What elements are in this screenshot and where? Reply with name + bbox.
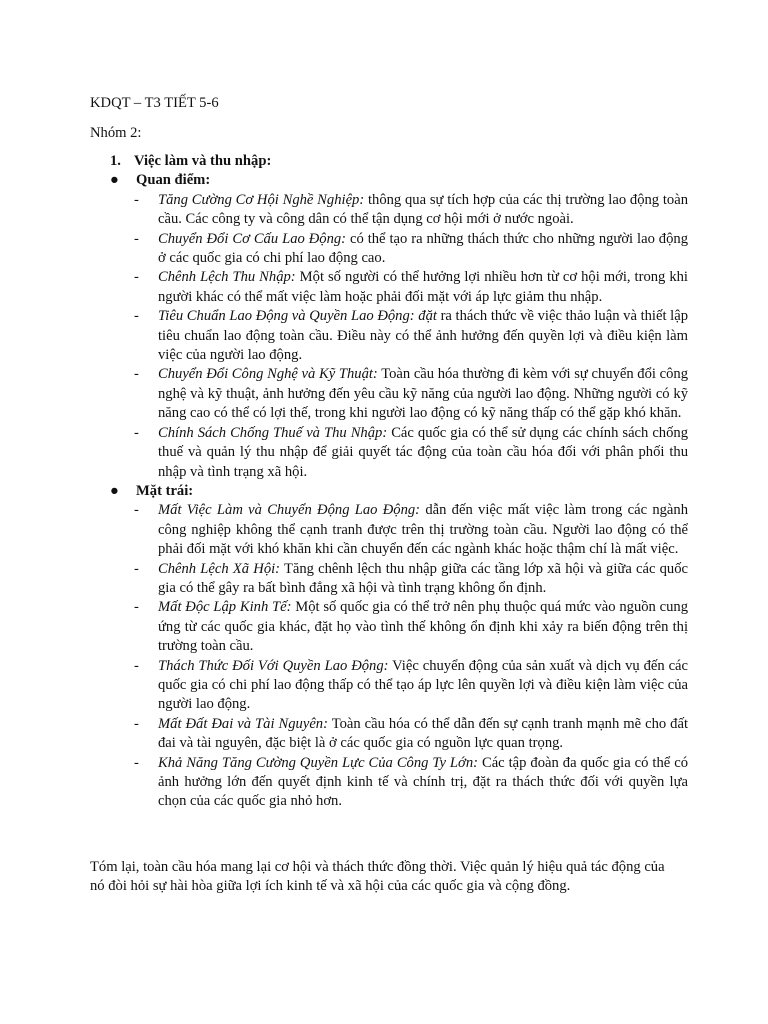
document-header: KDQT – T3 TIẾT 5-6 xyxy=(90,95,219,111)
dash-icon: - xyxy=(134,308,139,325)
cons-heading xyxy=(90,482,690,501)
item-term: Chuyển Đổi Công Nghệ và Kỹ Thuật: xyxy=(158,366,378,383)
section-title-text: Việc làm và thu nhập: xyxy=(134,153,272,169)
dash-icon: - xyxy=(134,754,139,771)
dash-icon: - xyxy=(134,424,139,441)
item-text: Một số quốc gia có thể trở nên phụ thuộc quá mức vào nguồn cung ứng từ các quốc gia khác, đặt họ vào tình thế không ổn định khi xảy ra biến động trên thị trường toàn cầu. xyxy=(158,599,688,655)
pros-heading xyxy=(90,171,690,190)
cons-list xyxy=(90,501,690,812)
dash-icon: - xyxy=(134,269,139,286)
item-term: Mất Việc Làm và Chuyển Động Lao Động: xyxy=(158,502,421,519)
item-text: thông qua sự tích hợp của các thị trường lao động toàn cầu. Các công ty và công dân có thể tận dụng cơ hội mới ở nước ngoài. xyxy=(158,191,688,228)
list-item xyxy=(90,365,690,423)
pros-list xyxy=(90,191,690,482)
dash-icon: - xyxy=(134,502,139,519)
item-term: Mất Đất Đai và Tài Nguyên: xyxy=(158,715,328,732)
item-term: Chênh Lệch Xã Hội: xyxy=(158,560,281,577)
list-item xyxy=(90,560,690,599)
item-term: Tăng Cường Cơ Hội Nghề Nghiệp: xyxy=(158,191,365,208)
list-item xyxy=(90,657,690,715)
dash-icon: - xyxy=(134,366,139,383)
item-text: dẫn đến việc mất việc làm trong các ngành công nghiệp không thể cạnh tranh được trên thị trường toàn cầu. Người lao động có thể phải đối mặt với khó khăn khi cần chuyển đến các ngành khác hoặc thậm chí là mất việc. xyxy=(158,502,688,558)
bullet-icon: ● xyxy=(110,172,119,189)
bullet-icon: ● xyxy=(110,482,119,499)
item-term: Thách Thức Đối Với Quyền Lao Động: xyxy=(158,657,389,674)
item-text: Các tập đoàn đa quốc gia có thể có ảnh hưởng lớn đến quyết định kinh tế và chính trị, đặt ra thách thức đối với quyền lựa chọn của các quốc gia nhỏ hơn. xyxy=(158,754,688,810)
list-item xyxy=(90,598,690,656)
item-term: Mất Độc Lập Kinh Tế: xyxy=(158,599,292,616)
dash-icon: - xyxy=(134,191,139,208)
item-text: Các quốc gia có thể sử dụng các chính sách chống thuế và quản lý thu nhập để giải quyết tác động của toàn cầu hóa đối với phân phối thu nhập và tình trạng xã hội. xyxy=(158,424,688,480)
conclusion-paragraph: Tóm lại, toàn cầu hóa mang lại cơ hội và thách thức đồng thời. Việc quản lý hiệu quả tác động của nó đòi hỏi sự hài hòa giữa lợi ích kinh tế và xã hội của các quốc gia và cộng đồng. xyxy=(90,859,665,895)
dash-icon: - xyxy=(134,715,139,732)
item-text: Một số người có thể hưởng lợi nhiều hơn từ cơ hội mới, trong khi người khác có thể mất việc làm hoặc phải đối mặt với áp lực giảm thu nhập. xyxy=(158,269,688,305)
item-text: Toàn cầu hóa có thể dẫn đến sự cạnh tranh mạnh mẽ cho đất đai và tài nguyên, đặc biệt là ở các quốc gia có nguồn lực quan trọng. xyxy=(158,715,688,752)
item-term: Khả Năng Tăng Cường Quyền Lực Của Công Ty Lớn: xyxy=(158,754,478,771)
dash-icon: - xyxy=(134,560,139,577)
document-body xyxy=(90,152,690,812)
item-text: Toàn cầu hóa thường đi kèm với sự chuyển đổi công nghệ và kỹ thuật, ảnh hưởng đến yêu cầu kỹ năng của người lao động. Những người có kỹ năng cao có thể có lợi thế, trong khi người lao động có kỹ năng thấp có thể gặp khó khăn. xyxy=(158,366,688,422)
item-term: Tiêu Chuẩn Lao Động và Quyền Lao Động: đặt xyxy=(158,308,437,325)
dash-icon: - xyxy=(134,599,139,616)
item-text: có thể tạo ra những thách thức cho những người lao động ở các quốc gia có chi phí lao động cao. xyxy=(158,230,688,267)
list-item xyxy=(90,307,690,365)
item-text: Việc chuyển động của sản xuất và dịch vụ đến các quốc gia có chi phí lao động thấp có thể tạo áp lực lên quyền lợi và điều kiện làm việc của người lao động. xyxy=(158,657,688,713)
list-item xyxy=(90,230,690,269)
cons-heading-text: Mặt trái: xyxy=(136,482,194,499)
item-term: Chính Sách Chống Thuế và Thu Nhập: xyxy=(158,424,388,441)
section-number: 1. xyxy=(110,153,121,169)
list-item xyxy=(90,501,690,559)
list-item xyxy=(90,715,690,754)
group-label: Nhóm 2: xyxy=(90,125,142,141)
item-term: Chênh Lệch Thu Nhập: xyxy=(158,269,296,286)
dash-icon: - xyxy=(134,230,139,247)
item-text: Tăng chênh lệch thu nhập giữa các tầng lớp xã hội và giữa các quốc gia có thể gây ra bất bình đẳng xã hội và tình trạng không ổn định. xyxy=(158,560,688,596)
list-item xyxy=(90,268,690,307)
list-item xyxy=(90,424,690,482)
pros-heading-text: Quan điểm: xyxy=(136,172,211,189)
list-item xyxy=(90,191,690,230)
item-text: ra thách thức về việc thảo luận và thiết lập tiêu chuẩn lao động toàn cầu. Điều này có thể ảnh hưởng đến quyền lợi và điều kiện làm việc của người lao động. xyxy=(158,308,688,364)
item-term: Chuyển Đổi Cơ Cấu Lao Động: xyxy=(158,230,347,247)
list-item xyxy=(90,754,690,812)
section-title xyxy=(90,152,690,171)
dash-icon: - xyxy=(134,657,139,674)
